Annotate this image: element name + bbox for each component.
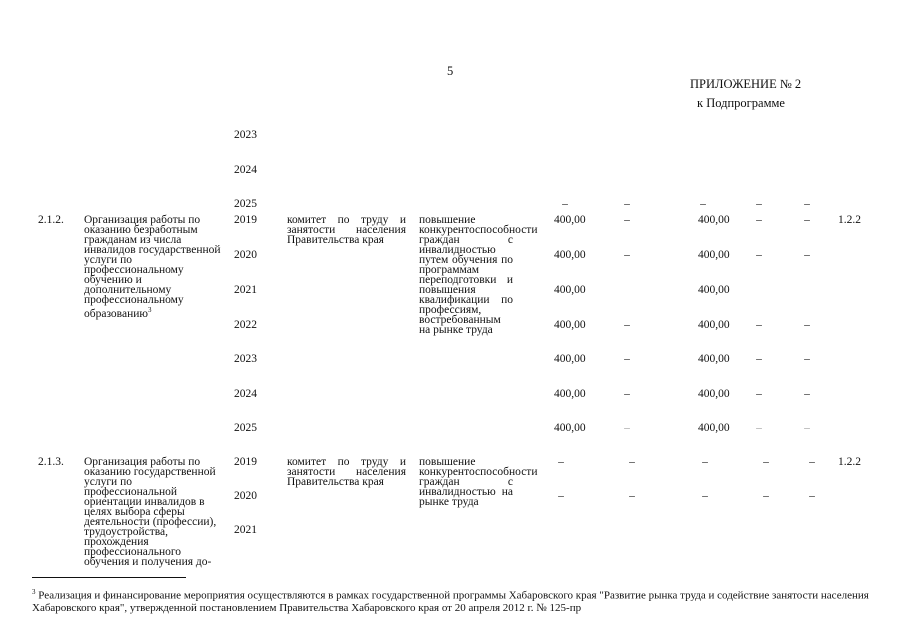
year-cell: 2021 bbox=[234, 284, 257, 296]
year-cell: 2024 bbox=[234, 388, 257, 400]
item-number: 2.1.3. bbox=[38, 456, 64, 468]
item-result: повышение конкурентоспособности граждан с инвалидностью путем обучения по программам переподготовки и повышения квалификации по профессиям, востребованным на рынке труда bbox=[419, 214, 538, 336]
year-cell: 2021 bbox=[234, 524, 257, 536]
year-cell: 2020 bbox=[234, 249, 257, 261]
value-cell: 400,00 bbox=[554, 319, 586, 331]
footnote bbox=[32, 586, 872, 614]
value-cell: 400,00 bbox=[698, 284, 730, 296]
value-cell: – bbox=[763, 456, 769, 468]
value-cell: – bbox=[809, 456, 815, 468]
item-executor: комитет по труду и занятости населения Правительства края bbox=[287, 214, 406, 246]
item-ref: 1.2.2 bbox=[838, 456, 861, 468]
value-cell: – bbox=[624, 198, 630, 210]
appendix-title: ПРИЛОЖЕНИЕ № 2 bbox=[690, 77, 802, 91]
value-cell: – bbox=[702, 490, 708, 502]
item-name: Организация работы по оказанию безработным гражданам из числа инвалидов государственной услуги по профессиональному обучению и дополнительному профессиональному образованию$^3$ bbox=[84, 214, 221, 320]
value-cell: – bbox=[629, 490, 635, 502]
value-cell: – bbox=[804, 388, 810, 400]
value-cell: 400,00 bbox=[698, 319, 730, 331]
footnote-text: Реализация и финансирование мероприятия осуществляются в рамках государственной программы Хабаровского края "Развитие рынка труда и содействие занятости населения Хабаровского края", утвержденной постановлением Правительства Хабаровского края от 20 апреля 2012 г. № 125-пр bbox=[32, 589, 869, 614]
footnote-separator bbox=[32, 577, 186, 578]
value-cell: 400,00 bbox=[698, 353, 730, 365]
year-cell: 2019 bbox=[234, 456, 257, 468]
page-number: 5 bbox=[447, 64, 454, 78]
value-cell: 400,00 bbox=[554, 214, 586, 226]
value-cell: – bbox=[700, 198, 706, 210]
value-cell: – bbox=[804, 249, 810, 261]
value-cell: – bbox=[624, 319, 630, 331]
value-cell: – bbox=[702, 456, 708, 468]
value-cell: – bbox=[804, 353, 810, 365]
value-cell: – bbox=[558, 490, 564, 502]
value-cell: – bbox=[756, 353, 762, 365]
value-cell: 400,00 bbox=[554, 388, 586, 400]
item-name: Организация работы по оказанию государственной услуги по профессиональной ориентации инвалидов в целях выбора сферы деятельности (профессии), трудоустройства, прохождения профессионального обучения и получения до- bbox=[84, 456, 217, 568]
value-cell: 400,00 bbox=[698, 249, 730, 261]
item-number: 2.1.2. bbox=[38, 214, 64, 226]
value-cell: 400,00 bbox=[698, 422, 730, 434]
value-cell: 400,00 bbox=[554, 284, 586, 296]
value-cell: – bbox=[804, 319, 810, 331]
item-executor: комитет по труду и занятости населения Правительства края bbox=[287, 456, 406, 488]
value-cell: 400,00 bbox=[554, 249, 586, 261]
year-cell: 2022 bbox=[234, 319, 257, 331]
year-cell: 2024 bbox=[234, 164, 257, 176]
value-cell: – bbox=[756, 249, 762, 261]
year-cell: 2019 bbox=[234, 214, 257, 226]
value-cell: – bbox=[756, 319, 762, 331]
value-cell: – bbox=[804, 422, 810, 434]
value-cell: – bbox=[558, 456, 564, 468]
value-cell: – bbox=[624, 214, 630, 226]
year-cell: 2025 bbox=[234, 422, 257, 434]
value-cell: – bbox=[763, 490, 769, 502]
value-cell: – bbox=[756, 214, 762, 226]
value-cell: 400,00 bbox=[698, 214, 730, 226]
footnote-number: 3 bbox=[32, 588, 36, 596]
value-cell: – bbox=[756, 198, 762, 210]
value-cell: – bbox=[624, 353, 630, 365]
item-result: повышение конкурентоспособности граждан с инвалидностью на рынке труда bbox=[419, 456, 538, 508]
value-cell: – bbox=[756, 422, 762, 434]
value-cell: – bbox=[624, 388, 630, 400]
value-cell: 400,00 bbox=[554, 353, 586, 365]
value-cell: – bbox=[756, 388, 762, 400]
value-cell: – bbox=[809, 490, 815, 502]
value-cell: – bbox=[562, 198, 568, 210]
year-cell: 2023 bbox=[234, 353, 257, 365]
value-cell: – bbox=[629, 456, 635, 468]
year-cell: 2020 bbox=[234, 490, 257, 502]
value-cell: – bbox=[624, 249, 630, 261]
appendix-subtitle: к Подпрограмме bbox=[697, 96, 785, 110]
year-cell: 2023 bbox=[234, 129, 257, 141]
value-cell: 400,00 bbox=[554, 422, 586, 434]
value-cell: 400,00 bbox=[698, 388, 730, 400]
value-cell: – bbox=[804, 198, 810, 210]
item-ref: 1.2.2 bbox=[838, 214, 861, 226]
footnote-mark: 3 bbox=[147, 306, 152, 314]
value-cell: – bbox=[804, 214, 810, 226]
year-cell: 2025 bbox=[234, 198, 257, 210]
value-cell: – bbox=[624, 422, 630, 434]
